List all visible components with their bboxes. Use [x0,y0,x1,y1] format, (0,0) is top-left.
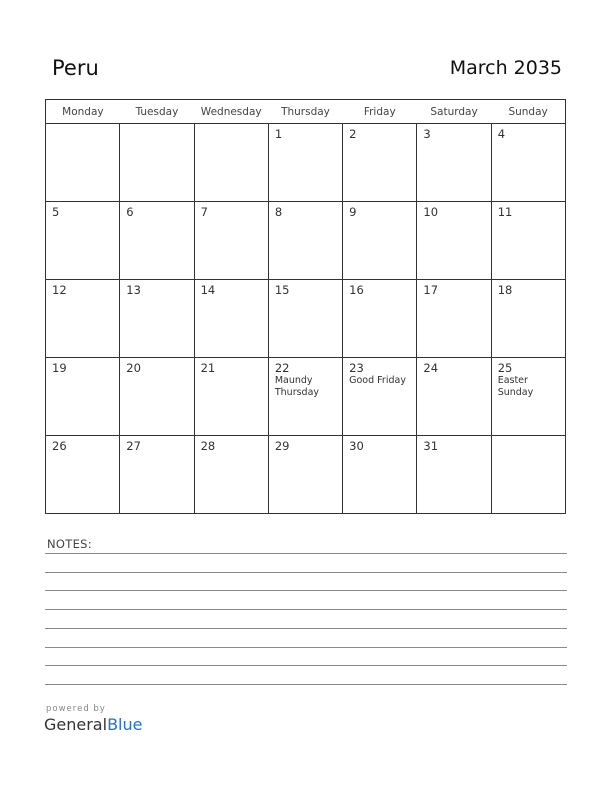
day-number: 11 [497,205,513,219]
day-number: 21 [200,361,216,375]
week-row [46,358,566,436]
day-cell [268,280,342,358]
day-cell [343,280,417,358]
brand-logo [44,715,142,734]
week-row [46,202,566,280]
day-number: 30 [349,439,364,453]
day-cell [120,124,194,202]
day-cell [343,436,417,514]
day-number: 10 [423,205,439,219]
brand-blue-text: Blue [107,715,143,734]
day-cell [491,202,565,280]
day-cell [268,358,342,436]
brand-footer [44,704,142,734]
day-number: 22 [274,361,290,375]
day-number: 15 [274,283,290,297]
day-number: 7 [200,205,208,219]
holiday-label: Good Friday [349,375,406,386]
day-cell [491,436,565,514]
day-cell [194,280,268,358]
notes-line [45,609,567,610]
day-number: 18 [497,283,513,297]
day-number: 17 [423,283,439,297]
weekday-header: Friday [343,100,417,124]
day-cell [417,202,491,280]
powered-by-text: powered by [46,704,106,714]
notes-line [45,553,567,554]
week-row [46,280,566,358]
day-cell [194,202,268,280]
day-number: 31 [423,439,439,453]
week-row [46,436,566,514]
day-number: 26 [52,439,67,453]
day-number: 12 [52,283,67,297]
day-cell [491,124,565,202]
day-number: 5 [52,205,60,219]
day-cell [491,358,565,436]
day-number: 25 [497,361,513,375]
holiday-label: Easter Sunday [497,375,534,398]
day-cell [417,436,491,514]
day-number: 27 [126,439,141,453]
day-cell [46,358,120,436]
day-number: 28 [200,439,216,453]
day-cell [268,202,342,280]
day-cell [46,436,120,514]
holiday-label: Maundy Thursday [274,375,320,398]
day-number: 20 [126,361,141,375]
weekday-header: Tuesday [120,100,194,124]
day-cell [268,124,342,202]
month-year-title: March 2035 [449,57,562,79]
day-cell [46,202,120,280]
weekday-header: Monday [46,100,120,124]
notes-line [45,628,567,629]
notes-line [45,684,567,685]
day-number: 1 [274,127,283,141]
weekday-header: Thursday [268,100,342,124]
day-number: 6 [126,205,134,219]
day-number: 8 [274,205,283,219]
day-number: 29 [274,439,290,453]
notes-line [45,665,567,666]
day-number: 23 [349,361,364,375]
brand-general-text: General [44,715,108,734]
country-title: Peru [52,56,99,80]
day-cell [491,280,565,358]
day-cell [268,436,342,514]
day-cell [194,358,268,436]
weekday-header: Saturday [417,100,491,124]
day-number: 19 [52,361,67,375]
day-cell [417,358,491,436]
day-cell [120,358,194,436]
day-cell [343,202,417,280]
day-cell [417,124,491,202]
notes-label: NOTES: [47,537,92,551]
day-number: 24 [423,361,439,375]
day-number: 4 [497,127,506,141]
weekday-header: Sunday [491,100,565,124]
day-number: 13 [126,283,141,297]
day-number: 14 [200,283,216,297]
notes-line [45,647,567,648]
day-cell [194,436,268,514]
day-number: 9 [349,205,357,219]
day-cell [343,358,417,436]
day-cell [194,124,268,202]
notes-line [45,572,567,573]
day-number: 2 [349,127,357,141]
day-cell [120,436,194,514]
day-cell [417,280,491,358]
day-number: 3 [423,127,431,141]
day-cell [46,124,120,202]
day-cell [343,124,417,202]
weekday-header: Wednesday [194,100,268,124]
calendar-grid [45,99,566,514]
day-cell [120,280,194,358]
day-cell [120,202,194,280]
notes-line [45,590,567,591]
day-cell [46,280,120,358]
weekday-header-row [46,100,566,124]
week-row [46,124,566,202]
day-number: 16 [349,283,364,297]
